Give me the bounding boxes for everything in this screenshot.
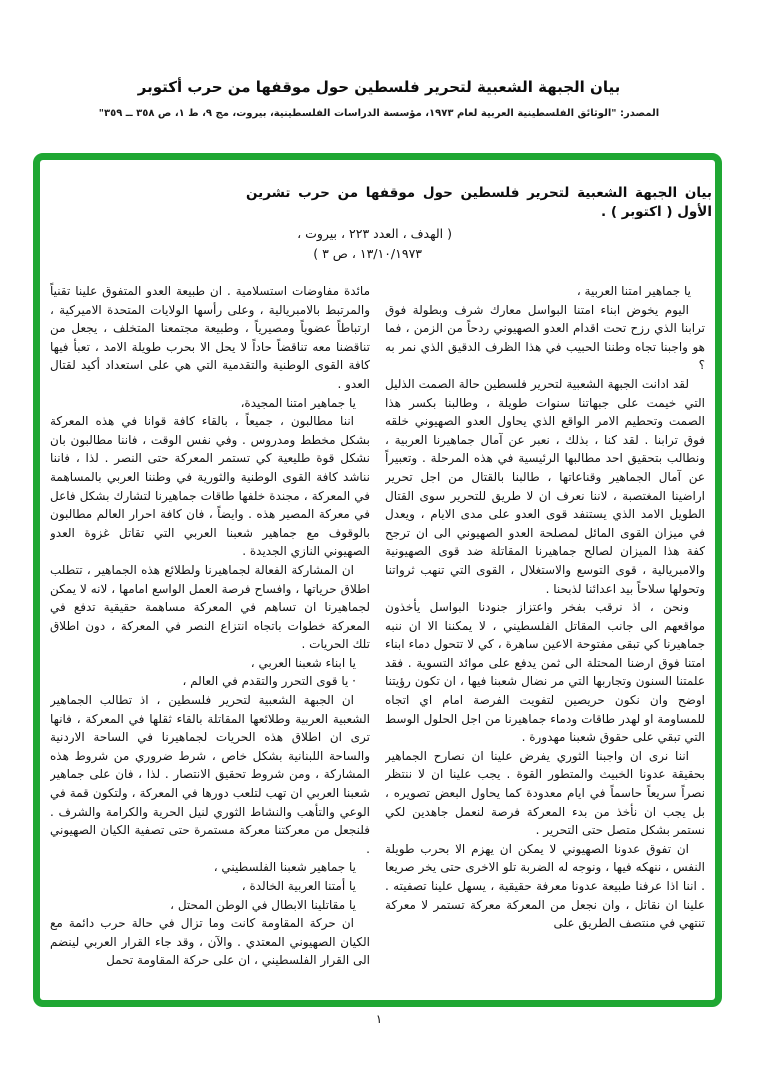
document-title: بيان الجبهة الشعبية لتحرير فلسطين حول موقفها من حرب تشرين الأول ( اكتوبر ) . [246,185,712,220]
citation-line: ( الهدف ، العدد ٢٢٣ ، بيروت ، [297,226,452,241]
paragraph: اننا مطالبون ، جميعاً ، بالقاء كافة قوانا في هذه المعركة بشكل مخطط ومدروس . وفي نفس الوقت ، فاننا مطالبون بان نشكل قوة طليعية كي تستمر المعركة حتى النصر . لذا ، فاننا نناشد كافة القوى الوطنية والثورية في وطننا العربي بالمساهمة في المعركة ، مجندة خلفها طاقات جماهيرنا لتشارك بشكل فاعل في معركة المصير هذه . وايضاً ، فان كافة احرار العالم مطالبون بالوقوف مع جماهير شعبنا العربي التي تقاتل غزوة العدو الصهيوني النازي الجديدة . [50,414,370,559]
paragraph: مائدة مفاوضات استسلامية . ان طبيعة العدو المتفوق علينا تقنياً والمرتبط بالامبريالية ، وعلى رأسها الولايات المتحدة الاميركية ، ارتباطاً عضوياً ومصيرياً ، وطبيعة مجتمعنا المتخلف ، يجعل من تناقضنا معه تناقضاً حاداً لا يحل الا بحرب طويلة الامد ، تعبأ فيها كافة القوى الوطنية والتقدمية التي هي على استعداد أكيد لقتال العدو . [50,284,370,391]
paragraph: · يا قوى التحرر والتقدم في العالم ، [182,674,356,689]
paragraph: ونحن ، اذ نرقب بفخر واعتزاز جنودنا البواسل يأخذون مواقعهم الى جانب المقاتل الفلسطيني ، لا يمكننا الا ان ننبه جماهيرنا كي تبقى مفتوحة الاعين ساهرة ، كي لا تتحول دماء ابناء امتنا فوق ارضنا المحتلة الى ثمن يدفع على موائد التسوية . فقد علمتنا السنون وتجاربها التي مر نضال شعبنا فيها ، ان تكون رؤيتنا اوضح وان نكون حريصين لتفويت الفرصة امام اي اتجاه للمساومة او لهدر طاقات ودماء جماهيرنا من اجل الحلول الوسط التي تبقي على حقوق شعبنا مهدورة . [385,600,705,745]
page-number: ١ [375,1012,383,1026]
left-column [50,282,370,985]
citation-line: ١٣/١٠/١٩٧٣ ، ص ٣ ) [313,246,422,261]
document-frame [33,153,722,1007]
paragraph: يا جماهير امتنا العربية ، [576,284,691,298]
paragraph: يا مقاتلينا الابطال في الوطن المحتل ، [170,897,356,912]
paragraph: ان المشاركة الفعالة لجماهيرنا ولطلائع هذه الجماهير ، تتطلب اطلاق حرياتها ، وافساح فرصة العمل الواسع امامها ، لانه لا يمكن لجماهيرنا ان تساهم في المعركة مساهمة حقيقية تدفع في المعركة خطوات باتجاه انتزاع النصر في المعركة ، دون اطلاق تلك الحريات . [50,562,370,652]
paragraph: ان الجبهة الشعبية لتحرير فلسطين ، اذ تطالب الجماهير الشعبية العربية وطلائعها المقاتلة بالقاء ثقلها في المعركة ، فانها ترى ان اطلاق هذه الحريات لجماهيرنا في الساحة الاردنية والساحة اللبنانية بشكل خاص ، شرط ضروري من شروط هذه المشاركة ، ومن شروط تحقيق الانتصار . لذا ، فان على جماهير شعبنا العربي ان تهب لتلعب دورها في المعركة ، ولتكون قمة في الوعي والتأهب والنشاط الثوري لنيل الحرية والكرامة والشرف . فلنجعل من معركتنا معركة مستمرة حتى تصفية الكيان الصهيوني . [50,693,370,856]
paragraph: لقد ادانت الجبهة الشعبية لتحرير فلسطين حالة الصمت الذليل التي خيمت على جبهاتنا سنوات طويلة ، وطالبنا بكسر هذا الصمت وتحطيم الامر الواقع الذي يحاول العدو الصهيوني خلقه فوق ترابنا . لقد كنا ، بذلك ، نعبر عن آمال جماهيرنا العربية ، ونطالب بتحقيق احد مطالبها الرئيسية في هذه المرحلة . وتعبيراً عن آمال الجماهير وقناعاتها ، طالبنا بالقتال من اجل تحرير اراضينا المغتصبة ، لاننا نعرف ان لا طريق للتحرير سوى القتال الطويل الامد الذي يستنفد قوى العدو على مدى الايام ، ويعدل في ميزان القوى المائل لمصلحة العدو الصهيوني الى ان ترجح كفة هذا الميزان لصالح جماهيرنا المقاتلة ضد قوى الصهيونية والامبريالية ، قوى التوسع والاستغلال ، القوى التي تنهب ثرواتنا وتحولها سلاحاً بيد اعدائنا لذبحنا . [385,376,705,596]
paragraph: اليوم يخوض ابناء امتنا البواسل معارك شرف وبطولة فوق ترابنا الذي رزح تحت اقدام العدو الصهيوني ردحاً من الزمن ، فما هو واجبنا تجاه وطننا الحبيب في هذا الظرف الدقيق الذي نمر به ؟ [385,302,705,373]
source-citation: المصدر: "الوثائق الفلسطينية العربية لعام ١٩٧٣، مؤسسة الدراسات الفلسطينية، بيروت، مج ٩، ط ١، ص ٣٥٨ ــ ٣٥٩" [98,108,660,119]
right-column [385,282,705,985]
page-title: بيان الجبهة الشعبية لتحرير فلسطين حول موقفها من حرب أكتوبر [137,78,621,96]
paragraph: يا أمتنا العربية الخالدة ، [241,879,356,893]
paragraph: يا جماهير امتنا المجيدة، [240,395,356,410]
paragraph: ان تفوق عدونا الصهيوني لا يمكن ان يهزم الا بحرب طويلة النفس ، ننهكه فيها ، ونوجه له الضربة تلو الاخرى حتى يخر صريعا . اننا اذا عرفنا طبيعة عدونا معرفة حقيقية ، يسهل علينا تصفيته . علينا ان نقاتل ، وان نجعل من المعركة معركة تستمر لا معركة تنتهي في منتصف الطريق على [385,841,705,931]
paragraph: يا ابناء شعبنا العربي ، [250,655,356,670]
paragraph: اننا نرى ان واجبنا الثوري يفرض علينا ان نصارح الجماهير بحقيقة عدونا الخبيث والمتطور القوة . يجب علينا ان لا ننتظر نصراً سريعاً حاسماً في ايام معدودة كما يحاول البعض تصويره ، بل يجب ان نأخذ من بدء المعركة فرصة لنعمل جاهدين لكي نستمر بشكل متصل حتى التحرير . [385,748,705,838]
document-body [50,282,705,985]
paragraph: ان حركة المقاومة كانت وما تزال في حالة حرب دائمة مع الكيان الصهيوني المعتدي . والآن ، وقد جاء القرار العربي لينضم الى القرار الفلسطيني ، ان على حركة المقاومة تحمل [50,916,370,968]
paragraph: يا جماهير شعبنا الفلسطيني ، [213,860,356,875]
document-citation [250,224,452,264]
